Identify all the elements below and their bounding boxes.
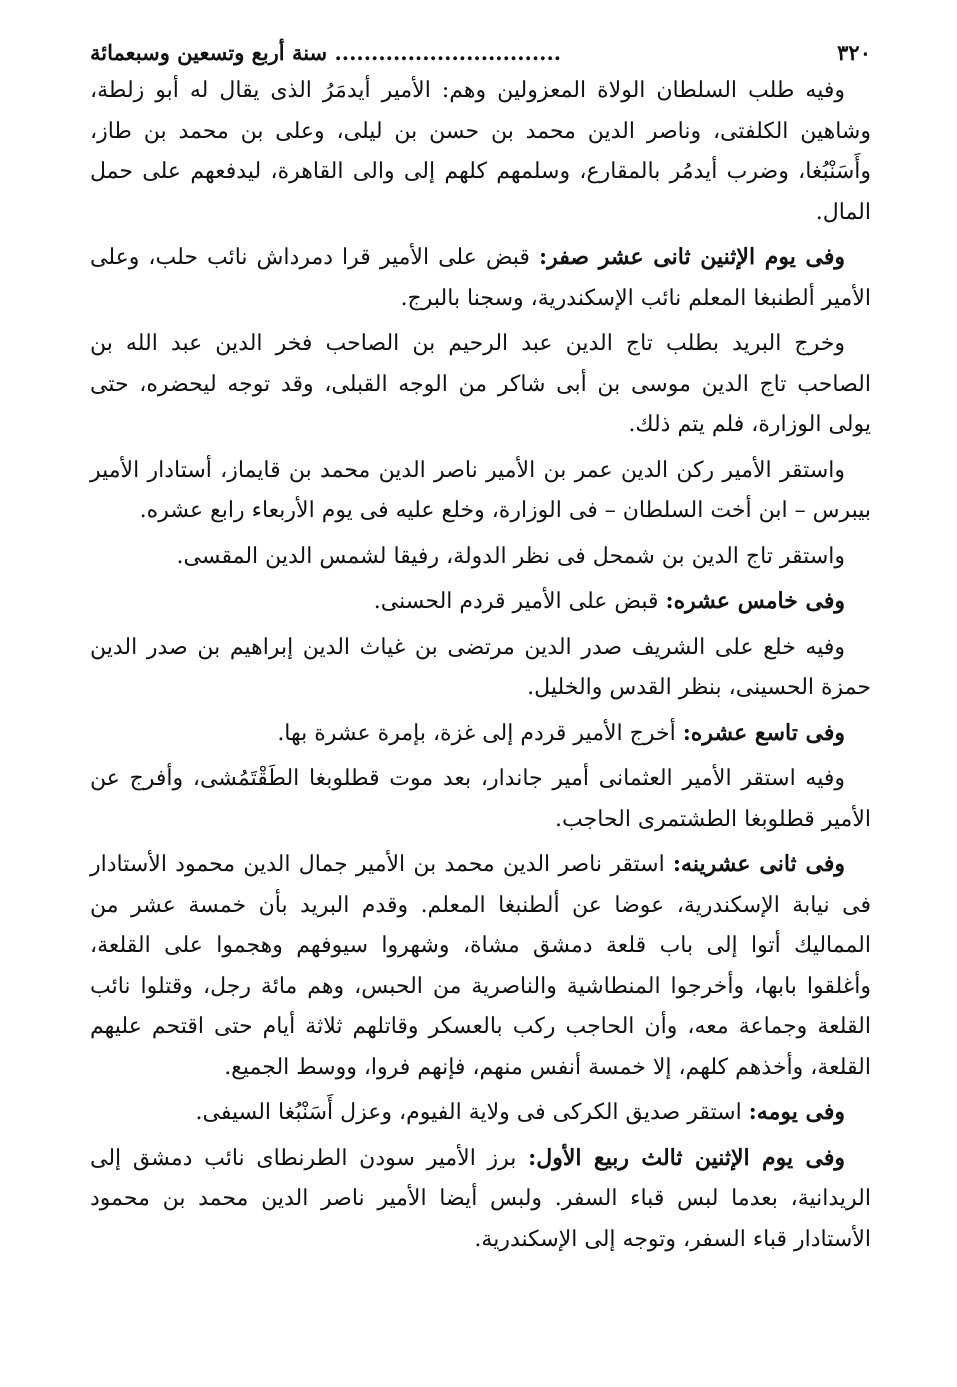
leader-dots: ............................... [334,40,562,65]
chapter-year-title: سنة أربع وتسعين وسبعمائة [90,40,328,65]
body-text [90,70,871,1260]
running-title [90,38,561,68]
date-heading: وفى ثانى عشرينه: [672,851,846,877]
date-heading: وفى خامس عشره: [665,588,845,614]
date-heading: وفى يوم الإثنين ثانى عشر صفر: [538,244,846,270]
date-heading: وفى يوم الإثنين ثالث ربيع الأول: [528,1144,845,1171]
date-heading: وفى يومه: [748,1099,845,1125]
paragraph-10: وفى ثانى عشرينه: استقر ناصر الدين محمد بن الأمير جمال الدين محمود الأستادار فى نيابة الإسكندرية، عوضا عن ألطنبغا المعلم. وقدم البريد بأن خمسة عشر من المماليك أتوا إلى باب قلعة دمشق مشاة، وشهروا سيوفهم وهجموا على القلعة، وأغلقوا بابها، وأخرجوا المنطاشية والناصرية من الحبس، وهم مائة رجل، وقتلوا نائب القلعة وجماعة معه، وأن الحاجب ركب بالعسكر وقاتلهم ثلاثة أيام حتى اقتحم عليهم القلعة، وأخذهم كلهم، إلا خمسة أنفس منهم، فإنهم فروا، ووسط الجميع. [90,851,871,1080]
paragraph-2: وفى يوم الإثنين ثانى عشر صفر: قبض على الأمير قرا دمرداش نائب حلب، وعلى الأمير ألطنبغا المعلم نائب الإسكندرية، وسجنا بالبرج. [90,244,871,311]
paragraph-11: وفى يومه: استقر صديق الكركى فى ولاية الفيوم، وعزل أَسَنْبُغا السيفى. [195,1099,845,1125]
page-number: ٣٢٠ [837,40,871,65]
running-head [90,38,871,68]
paragraph-7: وفيه خلع على الشريف صدر الدين مرتضى بن غياث الدين إبراهيم بن صدر الدين حمزة الحسينى، بنظر القدس والخليل. [90,634,871,700]
paragraph-12: وفى يوم الإثنين ثالث ربيع الأول: برز الأمير سودن الطرنطاى نائب دمشق إلى الريدانية، بعدما لبس قباء السفر. ولبس أيضا الأمير ناصر الدين محمد بن محمود الأستادار قباء السفر، وتوجه إلى الإسكندرية. [90,1144,871,1252]
paragraph-5: واستقر تاج الدين بن شمحل فى نظر الدولة، رفيقا لشمس الدين المقسى. [176,543,845,569]
paragraph-9: وفيه استقر الأمير العثمانى أمير جاندار، بعد موت قطلوبغا الطَقْتَمُشى، وأفرج عن الأمير قطلوبغا الطشتمرى الحاجب. [90,766,871,832]
date-heading: وفى تاسع عشره: [682,719,845,746]
paragraph-4: واستقر الأمير ركن الدين عمر بن الأمير ناصر الدين محمد بن قايماز، أستادار الأمير بيبرس – ابن أخت السلطان – فى الوزارة، وخلع عليه فى يوم الأربعاء رابع عشره. [90,457,871,523]
paragraph-3: وخرج البريد بطلب تاج الدين عبد الرحيم بن الصاحب فخر الدين عبد الله بن الصاحب تاج الدين موسى بن أبى شاكر من الوجه القبلى، وقد توجه ليحضره، حتى يولى الوزارة، فلم يتم ذلك. [90,331,871,437]
paragraph-8: وفى تاسع عشره: أخرج الأمير قردم إلى غزة، بإمرة عشرة بها. [277,719,845,746]
paragraph-6: وفى خامس عشره: قبض على الأمير قردم الحسنى. [373,588,845,614]
paragraph-1: وفيه طلب السلطان الولاة المعزولين وهم: الأمير أيدمَرُ الذى يقال له أبو زلطة، وشاهين الكلفتى، وناصر الدين محمد بن حسن بن ليلى، وعلى بن محمد بن طاز، وأَسَنْبُغا، وضرب أيدمُر بالمقارع، وسلمهم كلهم إلى والى القاهرة، ليدفعهم على حمل المال. [90,78,871,225]
